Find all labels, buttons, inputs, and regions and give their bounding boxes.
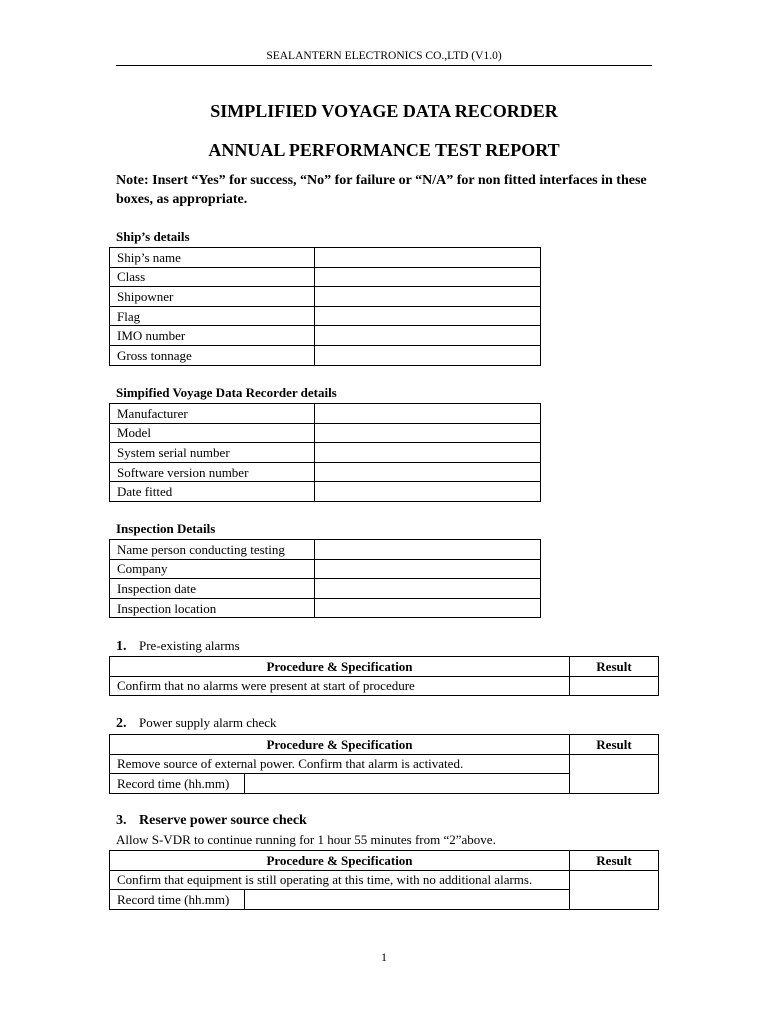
- section-title: Power supply alarm check: [139, 715, 277, 730]
- table-row: [110, 870, 659, 890]
- page-header: SEALANTERN ELECTRONICS CO.,LTD (V1.0): [266, 50, 502, 62]
- result-cell[interactable]: [570, 676, 659, 696]
- table-row: [110, 579, 541, 599]
- field-label: Ship’s name: [110, 248, 315, 268]
- gross-tonnage-value[interactable]: [315, 345, 541, 365]
- result-column-header: Result: [570, 735, 659, 755]
- serial-number-value[interactable]: [315, 443, 541, 463]
- ships-details-label: Ship’s details: [116, 229, 190, 244]
- table-row: [110, 404, 541, 424]
- company-value[interactable]: [315, 559, 541, 579]
- header-rule: [116, 65, 652, 66]
- field-label: Inspection location: [110, 598, 315, 618]
- table-row: [110, 462, 541, 482]
- section-number: 1.: [116, 639, 127, 654]
- record-time-value[interactable]: [245, 890, 570, 910]
- field-label: Company: [110, 559, 315, 579]
- manufacturer-value[interactable]: [315, 404, 541, 424]
- field-label: Inspection date: [110, 579, 315, 599]
- section-title: Pre-existing alarms: [139, 638, 240, 653]
- inspection-details-table: [109, 539, 541, 618]
- flag-value[interactable]: [315, 306, 541, 326]
- table-row: [110, 248, 541, 268]
- field-label: Software version number: [110, 462, 315, 482]
- title-line-1: SIMPLIFIED VOYAGE DATA RECORDER: [210, 101, 558, 121]
- ships-details-table: [109, 247, 541, 366]
- vdr-details-label: Simpified Voyage Data Recorder details: [116, 385, 337, 400]
- imo-number-value[interactable]: [315, 326, 541, 346]
- table-row: [110, 754, 659, 774]
- table-row: [110, 443, 541, 463]
- procedure-column-header: Procedure & Specification: [110, 735, 570, 755]
- page-number: 1: [381, 950, 387, 964]
- section-3-intro: Allow S-VDR to continue running for 1 hour 55 minutes from “2”above.: [116, 832, 496, 847]
- tester-name-value[interactable]: [315, 540, 541, 560]
- section-1-heading: [116, 638, 240, 655]
- procedure-text: Confirm that equipment is still operating at this time, with no additional alarms.: [110, 870, 570, 890]
- inspection-details-label: Inspection Details: [116, 521, 216, 536]
- instructions-note: Note: Insert “Yes” for success, “No” for failure or “N/A” for non fitted interfaces in these boxes, as appropriate.: [116, 173, 647, 207]
- table-row: [110, 345, 541, 365]
- procedure-column-header: Procedure & Specification: [110, 657, 570, 677]
- table-row: [110, 540, 541, 560]
- field-label: IMO number: [110, 326, 315, 346]
- table-row: [110, 598, 541, 618]
- procedure-text: Confirm that no alarms were present at start of procedure: [110, 676, 570, 696]
- field-label: Gross tonnage: [110, 345, 315, 365]
- section-number: 2.: [116, 716, 127, 731]
- inspection-date-value[interactable]: [315, 579, 541, 599]
- ship-name-value[interactable]: [315, 248, 541, 268]
- title-line-2: ANNUAL PERFORMANCE TEST REPORT: [208, 140, 560, 160]
- record-time-label: Record time (hh.mm): [110, 774, 245, 794]
- field-label: Name person conducting testing: [110, 540, 315, 560]
- shipowner-value[interactable]: [315, 287, 541, 307]
- date-fitted-value[interactable]: [315, 482, 541, 502]
- field-label: System serial number: [110, 443, 315, 463]
- inspection-location-value[interactable]: [315, 598, 541, 618]
- section-number: 3.: [116, 813, 127, 828]
- field-label: Date fitted: [110, 482, 315, 502]
- procedure-text: Remove source of external power. Confirm that alarm is activated.: [110, 754, 570, 774]
- software-version-value[interactable]: [315, 462, 541, 482]
- section-title: Reserve power source check: [139, 813, 307, 828]
- class-value[interactable]: [315, 267, 541, 287]
- field-label: Flag: [110, 306, 315, 326]
- table-header-row: [110, 657, 659, 677]
- result-cell[interactable]: [570, 754, 659, 793]
- result-column-header: Result: [570, 657, 659, 677]
- field-label: Manufacturer: [110, 404, 315, 424]
- section-1-table: [109, 656, 659, 696]
- result-column-header: Result: [570, 851, 659, 871]
- table-row: [110, 482, 541, 502]
- vdr-details-table: [109, 403, 541, 502]
- section-3-heading: [116, 812, 307, 829]
- field-label: Class: [110, 267, 315, 287]
- procedure-column-header: Procedure & Specification: [110, 851, 570, 871]
- record-time-value[interactable]: [245, 774, 570, 794]
- table-row: [110, 287, 541, 307]
- section-2-table: [109, 734, 659, 794]
- section-3-table: [109, 850, 659, 910]
- result-cell[interactable]: [570, 870, 659, 909]
- table-row: [110, 423, 541, 443]
- table-header-row: [110, 735, 659, 755]
- table-row: [110, 306, 541, 326]
- model-value[interactable]: [315, 423, 541, 443]
- table-header-row: [110, 851, 659, 871]
- table-row: [110, 559, 541, 579]
- record-time-label: Record time (hh.mm): [110, 890, 245, 910]
- field-label: Model: [110, 423, 315, 443]
- table-row: [110, 326, 541, 346]
- table-row: [110, 267, 541, 287]
- section-2-heading: [116, 715, 277, 732]
- table-row: [110, 676, 659, 696]
- field-label: Shipowner: [110, 287, 315, 307]
